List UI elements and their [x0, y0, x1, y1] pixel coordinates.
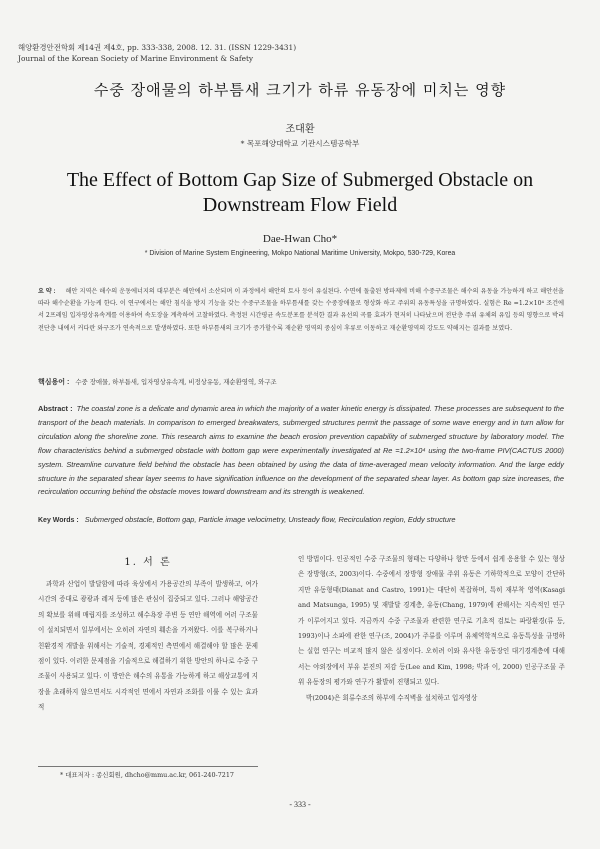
- abstract-english-label: Abstract :: [38, 404, 73, 413]
- abstract-korean-body: 해안 지역은 해수의 운동에너지의 대부분은 해안에서 소산되며 이 과정에서 해안의 토사 등이 유실된다. 수면에 돌출된 방파제에 비해 수중구조물은 해수의 유동을 가능하게 하고 해안선을 따라 해수순환을 가능케 한다. 이 연구에서는 해안 침식을 방지 기능을 갖는 수중구조물을 하부틈새를 갖는 수중장애물로 형상화 하고 주위의 유동특성을 규명하였다. 실험은 Re =1.2×10⁴ 조건에서 2프레임 입자영상유속계를 이용하여 속도장을 계측하여 고찰하였다. 측정된 시간평균 속도분포를 분석한 결과 유선의 곡률 효과가 현저히 나타났으며 전단층 주위 유체의 유입 등의 영향으로 박리 전단층 내에서 커다란 와구조가 연속적으로 발생하였다. 또한 하부틈새의 크기가 증가할수록 재순환 영역의 중심이 후류로 이동하고 재순환영역의 강도도 약해지는 결과를 보였다.: [38, 288, 564, 332]
- author-korean: 조대환: [285, 124, 315, 135]
- footnote-divider: [38, 766, 258, 767]
- keywords-korean-label: 핵심용어 :: [38, 379, 70, 386]
- abstract-korean: [38, 286, 564, 335]
- author-english: Dae-Hwan Cho*: [262, 233, 338, 245]
- body-paragraph: 과학과 산업이 발달함에 따라 육상에서 가용공간의 부족이 발생하고, 여가시간의 증대로 광광과 레저 등에 많은 관심이 집중되고 있다. 그러나 해양공간의 확보를 위해 매립지를 조성하고 해수욕장 주변 등 연안 해역에 여러 구조물이 설치되면서 일부에서는 오히려 자연의 훼손을 가져왔다. 이를 복구하거나 친환경적 개발을 위해서는 기술적, 경제적인 측면에서 해결해야 할 많은 문제점이 있다. 이러한 문제점을 기술적으로 해결하기 위한 방안의 하나로 수중 구조물이 사용되고 있다. 이 방안은 해수의 유통을 가능하게 하고 해상교통에 지장을 초래하지 않으면서도 시각적인 면에서 자연과 조화를 이룰 수 있는 효과적: [38, 580, 258, 712]
- keywords-korean-body: 수중 장애물, 하부틈새, 입자영상유속계, 비정상유동, 재순환영역, 와구조: [75, 378, 277, 386]
- page-number: - 333 -: [289, 800, 311, 809]
- keywords-english: [38, 514, 564, 527]
- abstract-english-body: The coastal zone is a delicate and dynamic area in which the majority of a water kinetic energy is dissipated. These processes are subsequent to the transport of the beach materials. In comparison to emerged breakwaters, submerged structures permit the passage of some wave energy and in turn allow for circulation along the shoreline zone. This research aims to examine the beach erosion prevention capability of submerged structure by laboratory model. The flow characteristics behind a submerged obstacle with bottom gap were experimentally investigated at Re =1.2×10⁴ using the two-frame PIV(CACTUS 2000) system. Streamline curvature field behind the obstacle has been obtained by using the data of time-averaged mean velocity information. And the large eddy structure in the separated shear layer seems to have signification influence on the development of the separated shear layer. As bottom gap size increases, the recirculation occurring behind the obstacle moves toward downstream and its strength is weakened.: [38, 404, 564, 497]
- title-korean: 수중 장애물의 하부틈새 크기가 하류 유동장에 미치는 영향: [93, 81, 507, 99]
- body-paragraph: 박(2004)은 회류수조의 하부에 수직벽을 설치하고 입자영상: [306, 693, 478, 702]
- footnote-corresponding-author: * 대표저자 : 종신회원, dhcho@mmu.ac.kr, 061-240-7217: [60, 771, 234, 779]
- title-english: [0, 168, 600, 218]
- title-english-line2: Downstream Flow Field: [202, 194, 398, 216]
- abstract-english: [38, 402, 564, 499]
- body-paragraph: 인 방법이다. 인공적인 수중 구조물의 형태는 다양하나 항만 등에서 쉽게 응용할 수 있는 형상은 장방형(조, 2003)이다. 수중에서 장방형 장애물 주위 유동은 기하학적으로 모양이 간단하지만 유동형태(Dianat and Castro, 1991)는 대단히 복잡하며, 특히 재부착 영역(Kasagi and Matsunga, 1995) 및 재발달 경계층, 유동(Chang, 1979)에 관해서는 지속적인 연구가 이루어지고 있다. 지금까지 수중 구조물과 관련한 연구로 기초적 검토는 파랑환경(류 등, 1993)이나 소파에 관한 연구(조, 2004)가 주류를 이루며 유체역학적으로 유동특성을 규명하는 실험 연구는 비교적 많지 않은 실정이다. 오히려 이와 유사한 유동장인 대기경계층에 대해서는 야외장에서 부유 분진의 저감 등(Lee and Kim, 1998; 박과 이, 2000) 인공구조물 주위 유동장의 평가와 연구가 활발히 진행되고 있다.: [298, 555, 565, 687]
- keywords-english-body: Submerged obstacle, Bottom gap, Particle image velocimetry, Unsteady flow, Recirculation region, Eddy structure: [84, 515, 456, 524]
- journal-header: [18, 42, 296, 64]
- journal-citation: 해양환경안전학회 제14권 제4호, pp. 333-338, 2008. 12. 31. (ISSN 1229-3431): [18, 43, 297, 52]
- section-heading-introduction: 1. 서 론: [124, 557, 172, 568]
- body-column-right: [298, 552, 565, 706]
- journal-name: Journal of the Korean Society of Marine Environment & Safety: [18, 54, 254, 63]
- body-column-left: [38, 577, 258, 716]
- keywords-korean: [38, 376, 564, 389]
- title-english-line1: The Effect of Bottom Gap Size of Submerged Obstacle on: [66, 169, 534, 191]
- abstract-korean-label: 요 약 :: [38, 288, 56, 295]
- keywords-english-label: Key Words :: [38, 517, 79, 524]
- affiliation-korean: * 목포해양대학교 기관시스템공학부: [240, 139, 360, 148]
- affiliation-english: * Division of Marine System Engineering, Mokpo National Maritime University, Mokpo, 530-729, Korea: [144, 250, 456, 257]
